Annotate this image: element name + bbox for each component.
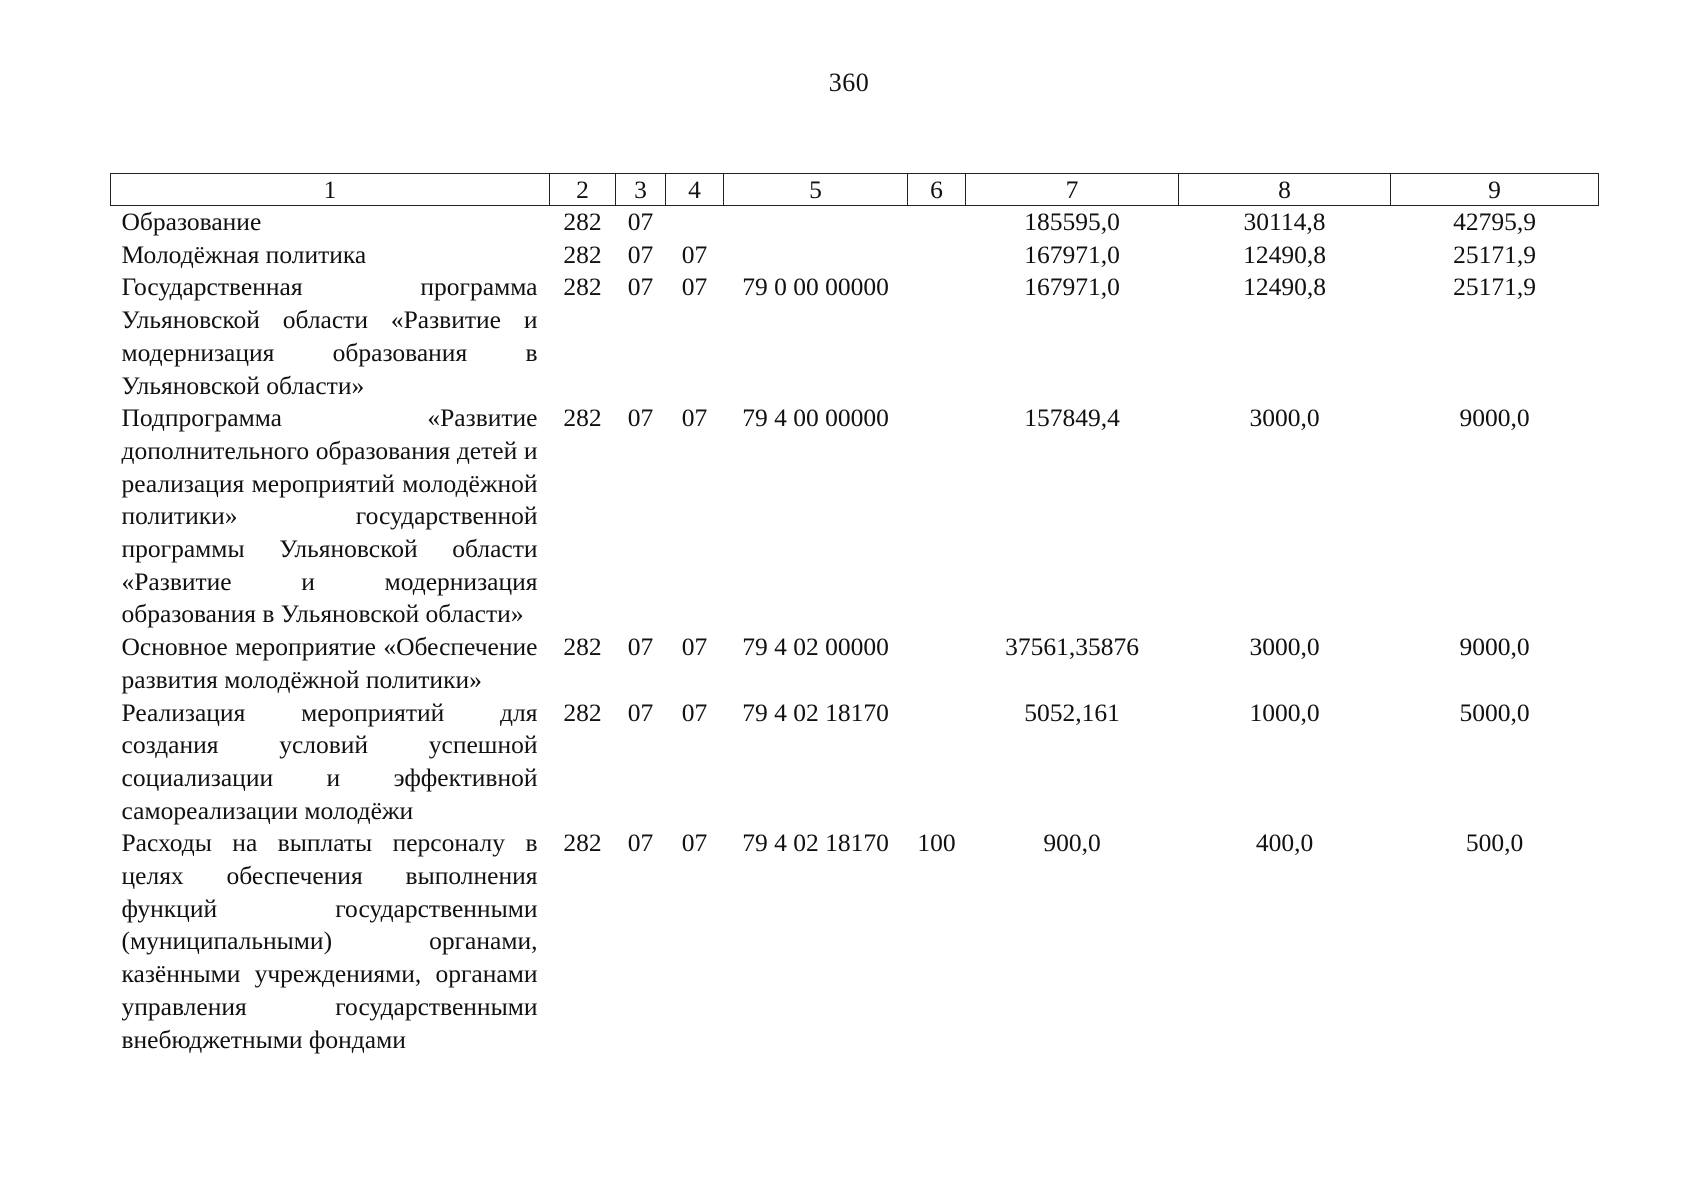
- row-subsection-code: 07: [681, 697, 708, 727]
- row-expense-type: [908, 239, 966, 272]
- row-grbs-code: 282: [563, 272, 602, 302]
- page-number: 360: [828, 68, 870, 97]
- row-value-col8: 3000,0: [1249, 632, 1320, 662]
- row-subsection-code: [666, 206, 724, 239]
- row-value-col7: 37561,35876: [1005, 632, 1139, 662]
- table-row: [111, 697, 1599, 828]
- budget-table: [110, 173, 1599, 1056]
- row-name: Расходы на выплаты персоналу в целях обеспечения выполнения функций государственными (муниципальными) органами, казёнными учреждениями, органами управления государственными внебюджетными фондами: [121, 828, 538, 1054]
- row-expense-type: 100: [917, 828, 956, 858]
- row-target-article: 79 0 00 00000: [742, 272, 889, 302]
- row-value-col9: 9000,0: [1459, 632, 1530, 662]
- row-value-col9: 25171,9: [1453, 239, 1536, 269]
- row-value-col9: 42795,9: [1453, 207, 1536, 236]
- row-name: Подпрограмма «Развитие дополнительного образования детей и реализация мероприятий молодёжной политики» государственной программы Ульяновской области «Развитие и модернизация образования в Ульяновской области»: [121, 403, 538, 629]
- row-section-code: 07: [627, 403, 654, 433]
- row-expense-type: [908, 271, 966, 402]
- row-section-code: 07: [627, 697, 654, 727]
- table-row: [111, 402, 1599, 631]
- row-section-code: 07: [627, 828, 654, 858]
- row-section-code: 07: [627, 207, 654, 236]
- table-body: [111, 206, 1599, 1057]
- row-value-col8: 12490,8: [1243, 239, 1326, 269]
- header-col-8: 8: [1179, 174, 1391, 206]
- row-target-article: 79 4 02 18170: [742, 828, 889, 858]
- row-grbs-code: 282: [563, 828, 602, 858]
- row-value-col8: 30114,8: [1243, 207, 1326, 236]
- row-expense-type: [908, 697, 966, 828]
- row-name: Реализация мероприятий для создания условий успешной социализации и эффективной самореализации молодёжи: [121, 697, 538, 825]
- row-subsection-code: 07: [681, 632, 708, 662]
- header-col-4: 4: [666, 174, 724, 206]
- row-value-col7: 167971,0: [1024, 272, 1120, 302]
- header-row: [111, 174, 1599, 206]
- header-col-3: 3: [616, 174, 666, 206]
- row-value-col9: 25171,9: [1453, 272, 1536, 302]
- header-col-1: 1: [111, 174, 550, 206]
- row-section-code: 07: [627, 632, 654, 662]
- row-grbs-code: 282: [563, 697, 602, 727]
- row-target-article: [724, 206, 908, 239]
- row-name: Молодёжная политика: [121, 239, 367, 269]
- table-row: [111, 827, 1599, 1056]
- header-col-2: 2: [550, 174, 616, 206]
- row-section-code: 07: [627, 239, 654, 269]
- table-row: [111, 271, 1599, 402]
- row-expense-type: [908, 402, 966, 631]
- row-section-code: 07: [627, 272, 654, 302]
- row-subsection-code: 07: [681, 828, 708, 858]
- row-expense-type: [908, 206, 966, 239]
- row-value-col8: 1000,0: [1249, 697, 1320, 727]
- row-value-col8: 400,0: [1255, 828, 1314, 858]
- row-value-col7: 185595,0: [1024, 207, 1120, 236]
- row-grbs-code: 282: [563, 207, 602, 236]
- row-subsection-code: 07: [681, 403, 708, 433]
- row-subsection-code: 07: [681, 239, 708, 269]
- row-value-col7: 5052,161: [1024, 697, 1120, 727]
- header-col-9: 9: [1391, 174, 1599, 206]
- row-expense-type: [908, 631, 966, 696]
- row-value-col7: 157849,4: [1024, 403, 1120, 433]
- table-row: [111, 239, 1599, 272]
- row-value-col9: 5000,0: [1459, 697, 1530, 727]
- row-target-article: 79 4 02 00000: [742, 632, 889, 662]
- row-target-article: 79 4 00 00000: [742, 403, 889, 433]
- header-col-5: 5: [724, 174, 908, 206]
- row-value-col7: 900,0: [1043, 828, 1101, 858]
- row-name: Государственная программа Ульяновской области «Развитие и модернизация образования в Ульяновской области»: [121, 272, 538, 400]
- row-grbs-code: 282: [563, 403, 602, 433]
- row-value-col7: 167971,0: [1024, 239, 1120, 269]
- table-header: [111, 174, 1599, 206]
- row-grbs-code: 282: [563, 632, 602, 662]
- row-target-article: 79 4 02 18170: [742, 697, 889, 727]
- row-subsection-code: 07: [681, 272, 708, 302]
- row-grbs-code: 282: [563, 239, 602, 269]
- row-value-col8: 12490,8: [1243, 272, 1326, 302]
- row-name: Основное мероприятие «Обеспечение развития молодёжной политики»: [121, 632, 538, 694]
- row-value-col9: 9000,0: [1459, 403, 1530, 433]
- table-row: [111, 631, 1599, 696]
- row-value-col9: 500,0: [1465, 828, 1524, 858]
- row-value-col8: 3000,0: [1249, 403, 1320, 433]
- row-target-article: [724, 239, 908, 272]
- table-row: [111, 206, 1599, 239]
- row-name: Образование: [121, 207, 262, 236]
- header-col-7: 7: [966, 174, 1179, 206]
- header-col-6: 6: [908, 174, 966, 206]
